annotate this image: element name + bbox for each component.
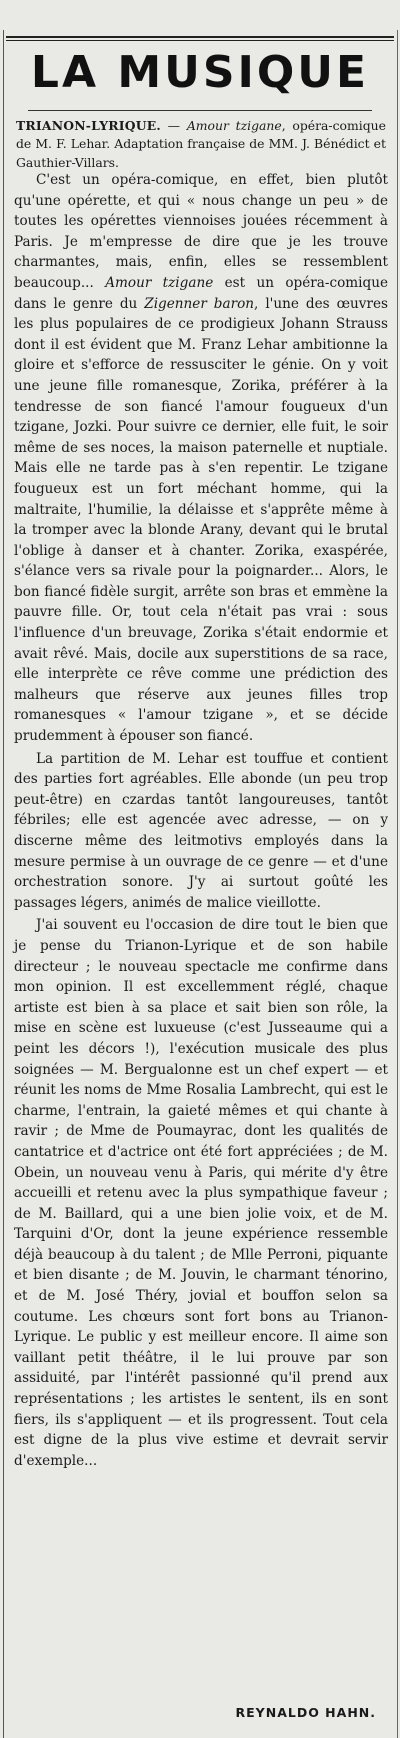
author-signature: REYNALDO HAHN. [235,1705,376,1720]
paragraph-2: La partition de M. Lehar est touffue et contient des parties fort agréables. Elle abonde (un peu trop peut-être) en czardas tantôt langoureuses, tantôt fébriles; elle est agencée avec adresse, — on y discerne même des leitmotivs employés dans la mesure permise à un ouvrage de ce genre — et d'une orchestration sonore. J'y ai surtout goûté les passages légers, animés de malice vieillotte. [14,750,388,911]
intro-rest: , opéra-comique de M. F. Lehar. Adaptation française de MM. J. Bénédict et Gauthier-Villars. [16,118,386,170]
paragraph-1 [14,170,388,747]
column-left-rule [3,30,4,1738]
paragraph-1-text-e: , l'une des œuvres les plus populaires de ce prodigieux Johann Strauss dont il est évident que M. Franz Lehar ambitionne la gloire et s'efforce de ressusciter le génie. On y voit une jeune fille romanesque, Zorika, préférer à la tendresse de son fiancé l'amour fougueux d'un tzigane, Jozki. Pour suivre ce dernier, elle fuit, le soir même de ses noces, la maison paternelle et nuptiale. Mais elle ne tarde pas à s'en repentir. Le tzigane fougueux est un fort méchant homme, qui la maltraite, l'humilie, la délaisse et s'apprête même à la tromper avec la blonde Arany, devant qui le brutal l'oblige à danser et à chanter. Zorika, exaspérée, s'élance vers sa rivale pour la poignarder... Alors, le bon fiancé fidèle surgit, arrête son bras et emmène la pauvre fille. Or, tout cela n'était pas vrai : sous l'influence d'un breuvage, Zorika s'était endormie et avait rêvé. Mais, docile aux superstitions de sa race, elle interprète ce rêve comme une prédiction des malheurs que réserve aux jeunes filles trop romanesques « l'amour tzigane », et se décide prudemment à épouser son fiancé. [14,295,388,745]
paragraph-1-text-a: C'est un opéra-comique, en effet, bien plutôt qu'une opérette, et qui « nous change un peu » de toutes les opérettes viennoises jouées récemment à Paris. Je m'empresse de dire que je les trouve charmantes, mais, enfin, elles se ressemblent beaucoup... [14,172,388,291]
column-right-rule [397,30,398,1738]
intro-work-title: Amour tzigane [186,118,282,133]
article-intro [16,117,386,172]
paragraph-3: J'ai souvent eu l'occasion de dire tout le bien que je pense du Trianon-Lyrique et de son habile directeur ; le nouveau spectacle me confirme dans mon opinion. Il est excellemment réglé, chaque artiste est bien à sa place et sait bien son rôle, la mise en scène est luxueuse (c'est Jusseaume qui a peint les décors !), l'exécution musicale des plus soignées — M. Bergualonne est un chef expert — et réunit les noms de Mme Rosalia Lambrecht, qui est le charme, l'entrain, la gaieté mêmes et qui chante à ravir ; de Mme de Poumayrac, dont les qualités de cantatrice et d'actrice ont été fort appréciées ; de M. Obein, un nouveau venu à Paris, qui mérite d'y être accueilli et retenu avec la plus sympathique faveur ; de M. Baillard, qui a une bien jolie voix, et de M. Tarquini d'Or, dont la jeune expérience ressemble déjà beaucoup à du talent ; de Mlle Perroni, piquante et bien disante ; de M. Jouvin, le charmant ténorino, et de M. José Théry, jovial et bouffon selon sa coutume. Les chœurs sont fort bons au Trianon-Lyrique. Le public y est meilleur encore. Il aime son vaillant petit théâtre, il le lui prouve par son assiduité, par l'intérêt passionné qu'il prend aux représentations ; les artistes le sentent, ils en sont fiers, ils s'appliquent — et ils progressent. Tout cela est digne de la plus vive estime et devrait servir d'exemple... [14,917,388,1469]
article-title: LA MUSIQUE [30,47,370,98]
intro-dash: — [160,118,187,133]
title-rule [28,110,372,111]
top-rule-thin [6,40,394,41]
paragraph-1-text-c: est un opéra-comique dans le genre du [14,274,389,312]
intro-lead: TRIANON-LYRIQUE. [16,118,161,133]
paragraph-1-italic-zigenner: Zigenner baron [144,295,255,312]
top-rule [6,36,394,38]
paragraph-1-italic-amour: Amour tzigane [105,274,214,291]
article-body [14,170,388,1471]
